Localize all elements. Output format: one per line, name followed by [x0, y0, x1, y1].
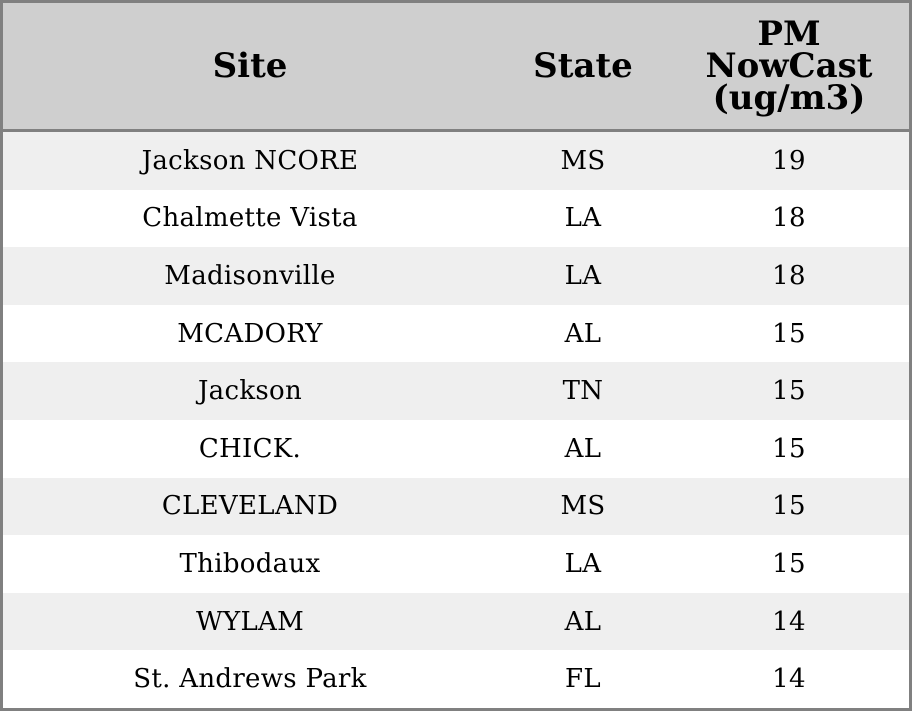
cell-state: AL — [564, 318, 602, 349]
table-body — [3, 132, 909, 708]
header-pm-nowcast — [669, 3, 909, 129]
table-row — [3, 362, 909, 420]
cell-state: MS — [560, 145, 606, 176]
table-header — [3, 3, 909, 132]
table-row — [3, 420, 909, 478]
cell-pm-nowcast: 14 — [772, 664, 806, 695]
cell-site: WYLAM — [195, 606, 305, 637]
cell-pm-nowcast: 18 — [772, 203, 806, 234]
header-site: Site — [212, 46, 288, 86]
cell-site: Jackson — [197, 376, 303, 407]
cell-state: LA — [564, 203, 602, 234]
header-state: State — [533, 46, 633, 86]
cell-state: LA — [564, 260, 602, 291]
cell-pm-nowcast: 19 — [772, 145, 806, 176]
table-row — [3, 478, 909, 536]
cell-state: AL — [564, 433, 602, 464]
table-row — [3, 190, 909, 248]
cell-pm-nowcast: 15 — [772, 433, 806, 464]
cell-pm-nowcast: 15 — [772, 318, 806, 349]
cell-pm-nowcast: 15 — [772, 376, 806, 407]
cell-site: Thibodaux — [179, 548, 321, 579]
table-row — [3, 650, 909, 708]
cell-site: Jackson NCORE — [141, 145, 359, 176]
table-row — [3, 593, 909, 651]
cell-site: St. Andrews Park — [133, 664, 367, 695]
cell-state: FL — [565, 664, 601, 695]
cell-state: MS — [560, 491, 606, 522]
cell-pm-nowcast: 14 — [772, 606, 806, 637]
header-pm-line-1: PM — [757, 14, 821, 54]
cell-state: TN — [562, 376, 604, 407]
header-pm-line-2: NowCast — [705, 46, 873, 86]
cell-pm-nowcast: 15 — [772, 491, 806, 522]
cell-pm-nowcast: 18 — [772, 260, 806, 291]
table-row — [3, 305, 909, 363]
cell-site: CLEVELAND — [161, 491, 339, 522]
cell-site: Chalmette Vista — [142, 203, 358, 234]
cell-state: AL — [564, 606, 602, 637]
header-pm-line-3: (ug/m3) — [712, 78, 866, 118]
cell-state: LA — [564, 548, 602, 579]
table-row — [3, 535, 909, 593]
table-row — [3, 247, 909, 305]
cell-site: Madisonville — [164, 260, 336, 291]
cell-site: MCADORY — [177, 318, 323, 349]
table-row — [3, 132, 909, 190]
cell-site: CHICK. — [198, 433, 302, 464]
cell-pm-nowcast: 15 — [772, 548, 806, 579]
